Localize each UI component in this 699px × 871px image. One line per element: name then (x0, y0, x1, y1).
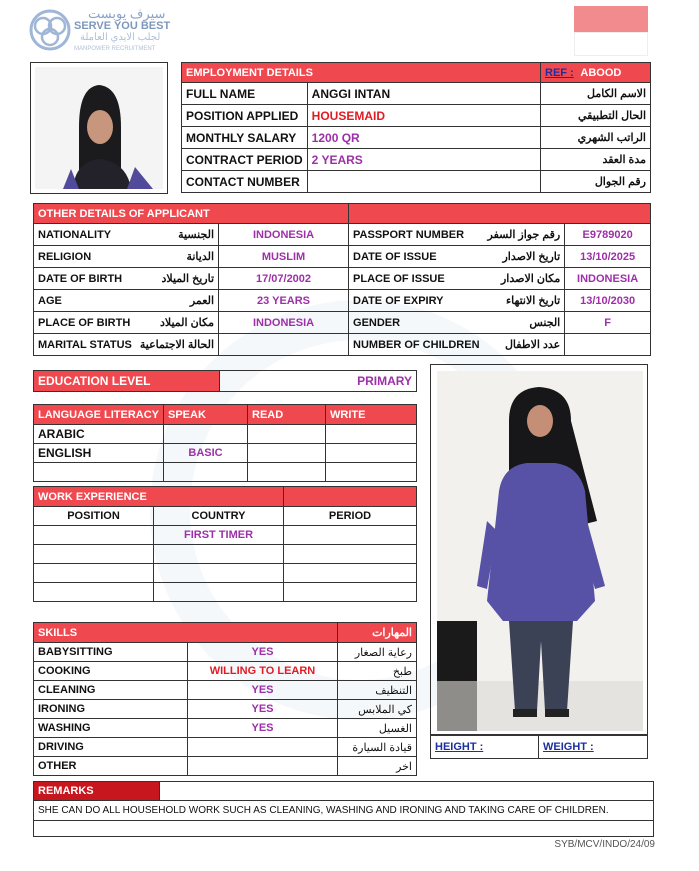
religion-value: MUSLIM (219, 246, 349, 268)
expiry-value: 13/10/2030 (565, 290, 651, 312)
work-experience-table (33, 486, 417, 602)
skill-label: DRIVING (34, 738, 188, 757)
salary-ar: الراتب الشهري (541, 127, 651, 149)
skill-label: IRONING (34, 700, 188, 719)
skill-label: COOKING (34, 662, 188, 681)
skill-label: BABYSITTING (34, 643, 188, 662)
logo-arabic: سيرف يوبست (88, 6, 166, 21)
issue-date-value: 13/10/2025 (565, 246, 651, 268)
skill-label: CLEANING (34, 681, 188, 700)
speak-header: SPEAK (164, 405, 248, 425)
ref-value: ABOOD (580, 66, 622, 79)
skill-ar: الغسيل (338, 719, 417, 738)
gender-ar: الجنس (484, 312, 565, 334)
language-table (33, 404, 417, 482)
nationality-value: INDONESIA (219, 224, 349, 246)
skill-value: YES (188, 719, 338, 738)
other-row-4 (34, 312, 651, 334)
indonesia-flag (574, 6, 648, 56)
language-speak: BASIC (164, 444, 248, 463)
other-row-3 (34, 290, 651, 312)
full-body-image (437, 371, 643, 731)
passport-label: PASSPORT NUMBER (349, 224, 484, 246)
logo-sub: MANPOWER RECRUITMENT (74, 46, 156, 52)
religion-ar: الديانة (136, 246, 219, 268)
remarks-table (33, 781, 654, 837)
logo-english: SERVE YOU BEST (74, 20, 171, 32)
work-col-country: COUNTRY (154, 507, 284, 526)
nationality-ar: الجنسية (136, 224, 219, 246)
logo-arabic-sub: لجلب الايدي العاملة (80, 32, 161, 43)
work-period (284, 545, 417, 564)
skill-row (34, 700, 417, 719)
skill-value: YES (188, 700, 338, 719)
gender-value: F (565, 312, 651, 334)
work-country (154, 545, 284, 564)
education-header: EDUCATION LEVEL (34, 371, 220, 392)
row-position (182, 105, 651, 127)
language-name: ARABIC (34, 425, 164, 444)
company-logo (28, 6, 188, 58)
work-position (34, 564, 154, 583)
other-row-5 (34, 334, 651, 356)
full-name-value: ANGGI INTAN (307, 83, 540, 105)
marital-ar: الحالة الاجتماعية (136, 334, 219, 356)
age-label: AGE (34, 290, 136, 312)
pob-value: INDONESIA (219, 312, 349, 334)
other-details-header: OTHER DETAILS OF APPLICANT (34, 204, 349, 224)
weight-label: WEIGHT : (543, 740, 594, 753)
ref-cell (541, 63, 651, 83)
skills-table (33, 622, 417, 776)
work-row (34, 583, 417, 602)
row-salary (182, 127, 651, 149)
full-name-ar: الاسم الكامل (541, 83, 651, 105)
issue-place-label: PLACE OF ISSUE (349, 268, 484, 290)
other-row-0 (34, 224, 651, 246)
children-value (565, 334, 651, 356)
other-row-1 (34, 246, 651, 268)
skill-ar: كي الملابس (338, 700, 417, 719)
salary-value: 1200 QR (307, 127, 540, 149)
contact-label: CONTACT NUMBER (182, 171, 308, 193)
logo-mark-icon (28, 8, 72, 52)
passport-value: E9789020 (565, 224, 651, 246)
work-position (34, 526, 154, 545)
salary-label: MONTHLY SALARY (182, 127, 308, 149)
position-value: HOUSEMAID (307, 105, 540, 127)
portrait-image (35, 67, 163, 189)
row-full-name (182, 83, 651, 105)
row-contract (182, 149, 651, 171)
skill-ar: قيادة السيارة (338, 738, 417, 757)
marital-value (219, 334, 349, 356)
dob-value: 17/07/2002 (219, 268, 349, 290)
work-header-right (284, 487, 417, 507)
skill-label: OTHER (34, 757, 188, 776)
skill-label: WASHING (34, 719, 188, 738)
remarks-header-blank (160, 782, 654, 801)
age-ar: العمر (136, 290, 219, 312)
position-ar: الحال التطبيقي (541, 105, 651, 127)
skill-row (34, 643, 417, 662)
contract-value: 2 YEARS (307, 149, 540, 171)
skill-ar: رعاية الصغار (338, 643, 417, 662)
gender-label: GENDER (349, 312, 484, 334)
other-row-2 (34, 268, 651, 290)
employment-header: EMPLOYMENT DETAILS (182, 63, 541, 83)
skill-value (188, 757, 338, 776)
height-cell (431, 735, 539, 759)
nationality-label: NATIONALITY (34, 224, 136, 246)
language-read (248, 425, 326, 444)
work-row (34, 564, 417, 583)
skill-value: YES (188, 643, 338, 662)
dob-ar: تاريخ الميلاد (136, 268, 219, 290)
full-body-photo (430, 364, 648, 736)
dob-label: DATE OF BIRTH (34, 268, 136, 290)
language-read (248, 463, 326, 482)
children-ar: عدد الاطفال (484, 334, 565, 356)
language-row (34, 425, 417, 444)
row-contact (182, 171, 651, 193)
passport-photo (30, 62, 168, 194)
skill-value: YES (188, 681, 338, 700)
language-write (326, 425, 417, 444)
contract-ar: مدة العقد (541, 149, 651, 171)
work-row (34, 545, 417, 564)
language-name: ENGLISH (34, 444, 164, 463)
skill-row (34, 662, 417, 681)
language-write (326, 444, 417, 463)
work-country (154, 564, 284, 583)
work-header: WORK EXPERIENCE (34, 487, 284, 507)
expiry-ar: تاريخ الانتهاء (484, 290, 565, 312)
other-details-table (33, 203, 651, 356)
work-period (284, 564, 417, 583)
work-position (34, 545, 154, 564)
education-table (33, 370, 417, 392)
skills-header-ar: المهارات (338, 623, 417, 643)
work-position (34, 583, 154, 602)
flag-white-band (574, 32, 648, 56)
remarks-text: SHE CAN DO ALL HOUSEHOLD WORK SUCH AS CLEANING, WASHING AND IRONING AND TAKING CARE OF CHILDREN. (34, 801, 654, 821)
language-name (34, 463, 164, 482)
language-header: LANGUAGE LITERACY (34, 405, 164, 425)
skill-value: WILLING TO LEARN (188, 662, 338, 681)
skill-row (34, 719, 417, 738)
marital-label: MARITAL STATUS (34, 334, 136, 356)
contract-label: CONTRACT PERIOD (182, 149, 308, 171)
children-label: NUMBER OF CHILDREN (349, 334, 484, 356)
skill-ar: التنظيف (338, 681, 417, 700)
skill-row (34, 757, 417, 776)
contact-ar: رقم الجوال (541, 171, 651, 193)
religion-label: RELIGION (34, 246, 136, 268)
language-speak (164, 463, 248, 482)
full-name-label: FULL NAME (182, 83, 308, 105)
contact-value (307, 171, 540, 193)
other-details-header-right (349, 204, 651, 224)
employment-details-table (181, 62, 651, 193)
work-col-period: PERIOD (284, 507, 417, 526)
passport-ar: رقم جواز السفر (484, 224, 565, 246)
skill-row (34, 681, 417, 700)
language-write (326, 463, 417, 482)
work-col-position: POSITION (34, 507, 154, 526)
position-label: POSITION APPLIED (182, 105, 308, 127)
skill-row (34, 738, 417, 757)
work-period (284, 583, 417, 602)
issue-date-ar: تاريخ الاصدار (484, 246, 565, 268)
flag-red-band (574, 6, 648, 32)
remarks-blank-row (34, 821, 654, 837)
remarks-header: REMARKS (34, 782, 160, 801)
language-row (34, 463, 417, 482)
pob-ar: مكان الميلاد (136, 312, 219, 334)
work-country (154, 583, 284, 602)
document-code: SYB/MCV/INDO/24/09 (554, 839, 655, 850)
issue-date-label: DATE OF ISSUE (349, 246, 484, 268)
skills-header: SKILLS (34, 623, 338, 643)
issue-place-value: INDONESIA (565, 268, 651, 290)
work-row (34, 526, 417, 545)
language-read (248, 444, 326, 463)
ref-label: REF : (545, 66, 574, 79)
read-header: READ (248, 405, 326, 425)
education-value: PRIMARY (220, 371, 417, 392)
language-speak (164, 425, 248, 444)
expiry-label: DATE OF EXPIRY (349, 290, 484, 312)
skill-ar: اخر (338, 757, 417, 776)
pob-label: PLACE OF BIRTH (34, 312, 136, 334)
age-value: 23 YEARS (219, 290, 349, 312)
write-header: WRITE (326, 405, 417, 425)
skill-value (188, 738, 338, 757)
work-period (284, 526, 417, 545)
height-label: HEIGHT : (435, 740, 484, 753)
language-row (34, 444, 417, 463)
issue-place-ar: مكان الاصدار (484, 268, 565, 290)
work-country: FIRST TIMER (154, 526, 284, 545)
measurements-table (430, 734, 648, 759)
skill-ar: طبخ (338, 662, 417, 681)
weight-cell (539, 735, 648, 759)
